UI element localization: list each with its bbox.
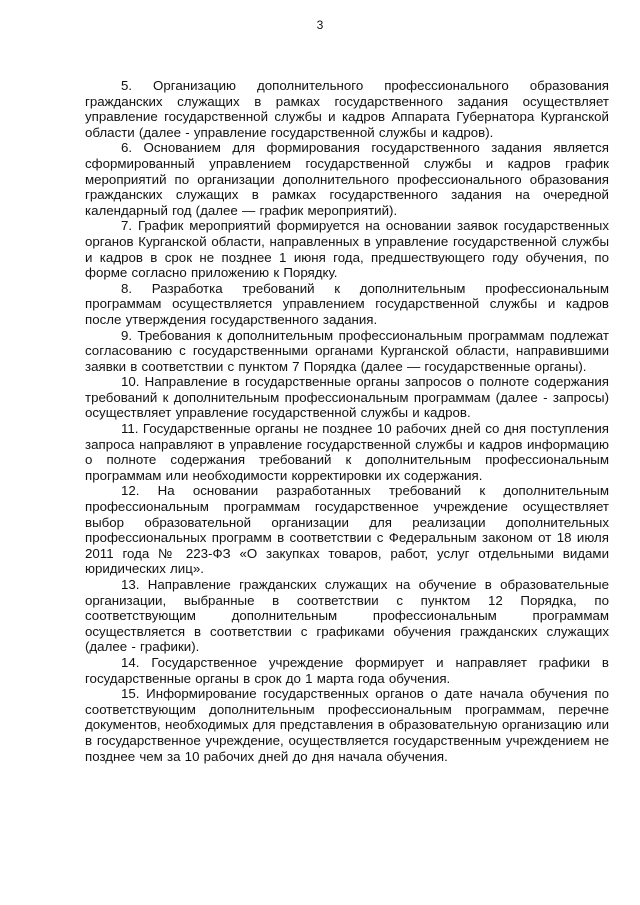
paragraph-12: 12. На основании разработанных требований к дополнительным профессиональным программам государственное учреждение осуществляет выбор образовательной организации для реализации дополнительных профессиональных программ в соответствии с Федеральным законом от 18 июля 2011 года № 223-ФЗ «О закупках товаров, работ, услуг отдельными видами юридических лиц». (85, 483, 609, 577)
paragraph-9: 9. Требования к дополнительным профессиональным программам подлежат согласованию с государственными органами Курганской области, направившими заявки в соответствии с пунктом 7 Порядка (далее — государственные органы). (85, 327, 609, 374)
paragraph-13: 13. Направление гражданских служащих на обучение в образовательные организации, выбранные в соответствии с пунктом 12 Порядка, по соответствующим дополнительным профессиональным программам осуществляется в соответствии с графиками обучения гражданских служащих (далее - графики). (85, 577, 609, 655)
paragraph-10: 10. Направление в государственные органы запросов о полноте содержания требований к дополнительным профессиональным программам (далее - запросы) осуществляет управление государственной службы и кадров. (85, 374, 609, 421)
document-body (85, 78, 609, 764)
page-number: 3 (316, 18, 324, 32)
paragraph-6: 6. Основанием для формирования государственного задания является сформированный управлением государственной службы и кадров график мероприятий по организации дополнительного профессионального образования гражданских служащих в рамках государственного задания на очередной календарный год (далее — график мероприятий). (85, 140, 609, 218)
paragraph-5: 5. Организацию дополнительного профессионального образования гражданских служащих в рамках государственного задания осуществляет управление государственной службы и кадров Аппарата Губернатора Курганской области (далее - управление государственной службы и кадров). (85, 78, 609, 140)
paragraph-15: 15. Информирование государственных органов о дате начала обучения по соответствующим дополнительным профессиональным программам, перечне документов, необходимых для представления в образовательную организацию или в государственное учреждение, осуществляется государственным учреждением не позднее чем за 10 рабочих дней до дня начала обучения. (85, 686, 609, 764)
paragraph-8: 8. Разработка требований к дополнительным профессиональным программам осуществляется управлением государственной службы и кадров после утверждения государственного задания. (85, 280, 609, 327)
paragraph-14: 14. Государственное учреждение формирует и направляет графики в государственные органы в срок до 1 марта года обучения. (85, 654, 609, 686)
paragraph-11: 11. Государственные органы не позднее 10 рабочих дней со дня поступления запроса направляют в управление государственной службы и кадров информацию о полноте содержания требований к дополнительным профессиональным программам или необходимости корректировки их содержания. (85, 421, 609, 483)
paragraph-7: 7. График мероприятий формируется на основании заявок государственных органов Курганской области, направленных в управление государственной службы и кадров в срок не позднее 1 июня года, предшествующего году обучения, по форме согласно приложению к Порядку. (85, 218, 609, 281)
